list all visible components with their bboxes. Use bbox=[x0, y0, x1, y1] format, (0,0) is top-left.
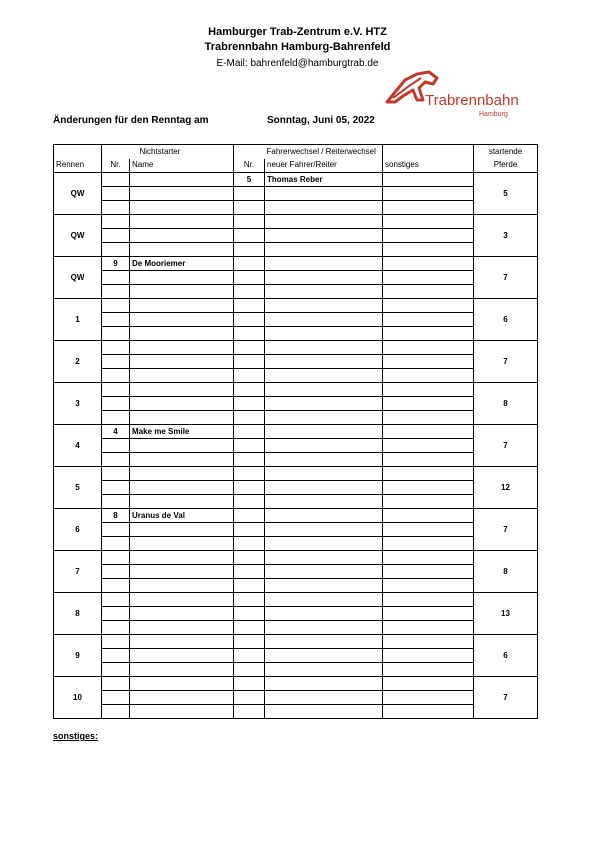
track-name: Trabrennbahn Hamburg-Bahrenfeld bbox=[204, 41, 391, 53]
nichtstarter-name bbox=[130, 593, 234, 607]
race-row bbox=[54, 635, 538, 649]
fahrerwechsel-nr bbox=[234, 663, 265, 677]
nichtstarter-nr bbox=[102, 271, 130, 285]
sonstiges-cell bbox=[383, 271, 474, 285]
race-number: QW bbox=[54, 215, 102, 257]
race-row bbox=[54, 481, 538, 495]
nichtstarter-name bbox=[130, 327, 234, 341]
sonstiges-cell bbox=[383, 369, 474, 383]
fahrerwechsel-nr bbox=[234, 551, 265, 565]
fahrerwechsel-nr bbox=[234, 705, 265, 719]
fahrerwechsel-nr bbox=[234, 215, 265, 229]
nichtstarter-name bbox=[130, 229, 234, 243]
fahrerwechsel-nr bbox=[234, 481, 265, 495]
nichtstarter-name bbox=[130, 383, 234, 397]
race-row bbox=[54, 663, 538, 677]
race-number: 1 bbox=[54, 299, 102, 341]
race-number: 8 bbox=[54, 593, 102, 635]
race-row bbox=[54, 299, 538, 313]
startende-pferde: 7 bbox=[474, 509, 538, 551]
neuer-fahrer bbox=[265, 551, 383, 565]
nichtstarter-nr bbox=[102, 705, 130, 719]
fahrerwechsel-nr bbox=[234, 411, 265, 425]
neuer-fahrer bbox=[265, 187, 383, 201]
nichtstarter-name bbox=[130, 299, 234, 313]
nichtstarter-nr bbox=[102, 635, 130, 649]
nichtstarter-nr bbox=[102, 187, 130, 201]
startende-pferde: 7 bbox=[474, 677, 538, 719]
logo-subtext: Hamburg bbox=[479, 111, 508, 118]
race-number: 6 bbox=[54, 509, 102, 551]
sonstiges-cell bbox=[383, 453, 474, 467]
nichtstarter-name bbox=[130, 187, 234, 201]
sonstiges-cell bbox=[383, 523, 474, 537]
neuer-fahrer bbox=[265, 271, 383, 285]
sonstiges-cell bbox=[383, 313, 474, 327]
nichtstarter-nr: 9 bbox=[102, 257, 130, 271]
table-header-row-1 bbox=[54, 145, 538, 159]
fahrerwechsel-nr bbox=[234, 355, 265, 369]
neuer-fahrer bbox=[265, 537, 383, 551]
fahrerwechsel-nr bbox=[234, 677, 265, 691]
fahrerwechsel-nr bbox=[234, 495, 265, 509]
nichtstarter-nr bbox=[102, 285, 130, 299]
header-fahrer: neuer Fahrer/Reiter bbox=[265, 159, 383, 173]
neuer-fahrer bbox=[265, 201, 383, 215]
fahrerwechsel-nr bbox=[234, 607, 265, 621]
fahrerwechsel-nr bbox=[234, 243, 265, 257]
race-row bbox=[54, 201, 538, 215]
sonstiges-cell bbox=[383, 397, 474, 411]
fahrerwechsel-nr bbox=[234, 509, 265, 523]
sonstiges-cell bbox=[383, 551, 474, 565]
nichtstarter-name bbox=[130, 397, 234, 411]
startende-pferde: 3 bbox=[474, 215, 538, 257]
nichtstarter-nr bbox=[102, 341, 130, 355]
neuer-fahrer bbox=[265, 579, 383, 593]
neuer-fahrer bbox=[265, 453, 383, 467]
nichtstarter-nr bbox=[102, 551, 130, 565]
nichtstarter-name bbox=[130, 285, 234, 299]
nichtstarter-nr bbox=[102, 369, 130, 383]
race-row bbox=[54, 607, 538, 621]
sonstiges-cell bbox=[383, 509, 474, 523]
race-row bbox=[54, 257, 538, 271]
startende-pferde: 5 bbox=[474, 173, 538, 215]
sonstiges-cell bbox=[383, 705, 474, 719]
neuer-fahrer bbox=[265, 327, 383, 341]
startende-pferde: 12 bbox=[474, 467, 538, 509]
email-line: E-Mail: bahrenfeld@hamburgtrab.de bbox=[216, 58, 379, 69]
nichtstarter-nr bbox=[102, 383, 130, 397]
race-row bbox=[54, 383, 538, 397]
fahrerwechsel-nr bbox=[234, 383, 265, 397]
race-row bbox=[54, 705, 538, 719]
fahrerwechsel-nr bbox=[234, 579, 265, 593]
neuer-fahrer bbox=[265, 369, 383, 383]
nichtstarter-name bbox=[130, 439, 234, 453]
neuer-fahrer bbox=[265, 397, 383, 411]
nichtstarter-nr bbox=[102, 313, 130, 327]
race-row bbox=[54, 523, 538, 537]
startende-pferde: 7 bbox=[474, 257, 538, 299]
sonstiges-cell bbox=[383, 481, 474, 495]
nichtstarter-nr bbox=[102, 355, 130, 369]
race-row bbox=[54, 187, 538, 201]
race-number: 5 bbox=[54, 467, 102, 509]
nichtstarter-name bbox=[130, 663, 234, 677]
nichtstarter-name bbox=[130, 649, 234, 663]
startende-pferde: 8 bbox=[474, 383, 538, 425]
sonstiges-cell bbox=[383, 495, 474, 509]
race-row bbox=[54, 369, 538, 383]
race-row bbox=[54, 621, 538, 635]
nichtstarter-nr bbox=[102, 649, 130, 663]
fahrerwechsel-nr bbox=[234, 425, 265, 439]
fahrerwechsel-nr bbox=[234, 341, 265, 355]
neuer-fahrer bbox=[265, 509, 383, 523]
header-startende: startende bbox=[474, 145, 538, 159]
header-nr: Nr. bbox=[102, 159, 130, 173]
sonstiges-cell bbox=[383, 327, 474, 341]
neuer-fahrer bbox=[265, 663, 383, 677]
neuer-fahrer bbox=[265, 467, 383, 481]
nichtstarter-name bbox=[130, 243, 234, 257]
race-number: 4 bbox=[54, 425, 102, 467]
nichtstarter-nr bbox=[102, 495, 130, 509]
header-nr2: Nr. bbox=[234, 159, 265, 173]
neuer-fahrer bbox=[265, 383, 383, 397]
nichtstarter-name bbox=[130, 677, 234, 691]
nichtstarter-nr bbox=[102, 467, 130, 481]
nichtstarter-name bbox=[130, 453, 234, 467]
footer-sonstiges: sonstiges: bbox=[53, 731, 99, 741]
sonstiges-cell bbox=[383, 383, 474, 397]
race-row bbox=[54, 509, 538, 523]
race-row bbox=[54, 453, 538, 467]
nichtstarter-name: De Mooriemer bbox=[130, 257, 234, 271]
startende-pferde: 13 bbox=[474, 593, 538, 635]
header-blank bbox=[54, 145, 102, 159]
nichtstarter-nr bbox=[102, 621, 130, 635]
sonstiges-cell bbox=[383, 677, 474, 691]
header-blank bbox=[102, 145, 130, 159]
nichtstarter-name bbox=[130, 621, 234, 635]
neuer-fahrer bbox=[265, 257, 383, 271]
neuer-fahrer: Thomas Reber bbox=[265, 173, 383, 187]
race-row bbox=[54, 285, 538, 299]
nichtstarter-name bbox=[130, 355, 234, 369]
fahrerwechsel-nr bbox=[234, 229, 265, 243]
startende-pferde: 6 bbox=[474, 299, 538, 341]
fahrerwechsel-nr bbox=[234, 187, 265, 201]
fahrerwechsel-nr bbox=[234, 635, 265, 649]
race-number: QW bbox=[54, 173, 102, 215]
race-number: 9 bbox=[54, 635, 102, 677]
neuer-fahrer bbox=[265, 523, 383, 537]
sonstiges-cell bbox=[383, 201, 474, 215]
race-row bbox=[54, 677, 538, 691]
nichtstarter-nr bbox=[102, 663, 130, 677]
header-fahrerwechsel: Fahrerwechsel / Reiterwechsel bbox=[265, 145, 383, 159]
nichtstarter-name bbox=[130, 565, 234, 579]
neuer-fahrer bbox=[265, 635, 383, 649]
race-row bbox=[54, 551, 538, 565]
nichtstarter-name bbox=[130, 481, 234, 495]
fahrerwechsel-nr bbox=[234, 327, 265, 341]
nichtstarter-name: Make me Smile bbox=[130, 425, 234, 439]
nichtstarter-name bbox=[130, 635, 234, 649]
header-blank bbox=[383, 145, 474, 159]
race-number: 10 bbox=[54, 677, 102, 719]
race-number: 7 bbox=[54, 551, 102, 593]
race-row bbox=[54, 495, 538, 509]
race-row bbox=[54, 341, 538, 355]
nichtstarter-nr bbox=[102, 439, 130, 453]
race-row bbox=[54, 691, 538, 705]
nichtstarter-name bbox=[130, 313, 234, 327]
fahrerwechsel-nr bbox=[234, 271, 265, 285]
neuer-fahrer bbox=[265, 649, 383, 663]
fahrerwechsel-nr bbox=[234, 537, 265, 551]
fahrerwechsel-nr bbox=[234, 691, 265, 705]
race-row bbox=[54, 215, 538, 229]
race-row bbox=[54, 425, 538, 439]
nichtstarter-nr bbox=[102, 523, 130, 537]
neuer-fahrer bbox=[265, 229, 383, 243]
sonstiges-cell bbox=[383, 635, 474, 649]
neuer-fahrer bbox=[265, 495, 383, 509]
neuer-fahrer bbox=[265, 411, 383, 425]
race-row bbox=[54, 467, 538, 481]
neuer-fahrer bbox=[265, 215, 383, 229]
race-row bbox=[54, 327, 538, 341]
sonstiges-cell bbox=[383, 229, 474, 243]
nichtstarter-nr bbox=[102, 677, 130, 691]
neuer-fahrer bbox=[265, 691, 383, 705]
fahrerwechsel-nr bbox=[234, 439, 265, 453]
header-nichtstarter: Nichtstarter bbox=[130, 145, 234, 159]
nichtstarter-nr bbox=[102, 579, 130, 593]
neuer-fahrer bbox=[265, 621, 383, 635]
neuer-fahrer bbox=[265, 299, 383, 313]
fahrerwechsel-nr bbox=[234, 369, 265, 383]
fahrerwechsel-nr bbox=[234, 649, 265, 663]
race-row bbox=[54, 593, 538, 607]
logo-text: Trabrennbahn bbox=[425, 92, 519, 109]
startende-pferde: 7 bbox=[474, 341, 538, 383]
race-number: 3 bbox=[54, 383, 102, 425]
race-row bbox=[54, 579, 538, 593]
neuer-fahrer bbox=[265, 285, 383, 299]
nichtstarter-name bbox=[130, 173, 234, 187]
nichtstarter-name: Uranus de Val bbox=[130, 509, 234, 523]
nichtstarter-nr: 4 bbox=[102, 425, 130, 439]
fahrerwechsel-nr bbox=[234, 523, 265, 537]
sonstiges-cell bbox=[383, 243, 474, 257]
fahrerwechsel-nr bbox=[234, 453, 265, 467]
sonstiges-cell bbox=[383, 663, 474, 677]
nichtstarter-name bbox=[130, 215, 234, 229]
nichtstarter-name bbox=[130, 607, 234, 621]
nichtstarter-nr: 8 bbox=[102, 509, 130, 523]
neuer-fahrer bbox=[265, 705, 383, 719]
nichtstarter-nr bbox=[102, 397, 130, 411]
nichtstarter-nr bbox=[102, 215, 130, 229]
nichtstarter-nr bbox=[102, 229, 130, 243]
nichtstarter-name bbox=[130, 369, 234, 383]
sonstiges-cell bbox=[383, 299, 474, 313]
nichtstarter-nr bbox=[102, 243, 130, 257]
nichtstarter-nr bbox=[102, 453, 130, 467]
nichtstarter-nr bbox=[102, 691, 130, 705]
sonstiges-cell bbox=[383, 649, 474, 663]
nichtstarter-nr bbox=[102, 537, 130, 551]
neuer-fahrer bbox=[265, 243, 383, 257]
org-name: Hamburger Trab-Zentrum e.V. HTZ bbox=[208, 26, 387, 38]
nichtstarter-name bbox=[130, 341, 234, 355]
sonstiges-cell bbox=[383, 621, 474, 635]
nichtstarter-nr bbox=[102, 411, 130, 425]
nichtstarter-name bbox=[130, 691, 234, 705]
race-row bbox=[54, 565, 538, 579]
neuer-fahrer bbox=[265, 593, 383, 607]
neuer-fahrer bbox=[265, 607, 383, 621]
race-row bbox=[54, 271, 538, 285]
nichtstarter-name bbox=[130, 523, 234, 537]
sonstiges-cell bbox=[383, 341, 474, 355]
fahrerwechsel-nr bbox=[234, 467, 265, 481]
neuer-fahrer bbox=[265, 425, 383, 439]
race-row bbox=[54, 229, 538, 243]
sonstiges-cell bbox=[383, 285, 474, 299]
sonstiges-cell bbox=[383, 593, 474, 607]
nichtstarter-nr bbox=[102, 481, 130, 495]
nichtstarter-name bbox=[130, 201, 234, 215]
race-number: QW bbox=[54, 257, 102, 299]
fahrerwechsel-nr: 5 bbox=[234, 173, 265, 187]
nichtstarter-name bbox=[130, 271, 234, 285]
race-row bbox=[54, 649, 538, 663]
sonstiges-cell bbox=[383, 215, 474, 229]
race-date: Sonntag, Juni 05, 2022 bbox=[267, 115, 375, 126]
sonstiges-cell bbox=[383, 691, 474, 705]
sonstiges-cell bbox=[383, 565, 474, 579]
sonstiges-cell bbox=[383, 537, 474, 551]
sonstiges-cell bbox=[383, 173, 474, 187]
sonstiges-cell bbox=[383, 411, 474, 425]
nichtstarter-nr bbox=[102, 593, 130, 607]
nichtstarter-name bbox=[130, 411, 234, 425]
race-row bbox=[54, 397, 538, 411]
nichtstarter-name bbox=[130, 551, 234, 565]
nichtstarter-name bbox=[130, 495, 234, 509]
changes-label: Änderungen für den Renntag am bbox=[53, 115, 209, 126]
fahrerwechsel-nr bbox=[234, 285, 265, 299]
header-rennen: Rennen bbox=[54, 159, 102, 173]
sonstiges-cell bbox=[383, 425, 474, 439]
sonstiges-cell bbox=[383, 187, 474, 201]
nichtstarter-name bbox=[130, 579, 234, 593]
sonstiges-cell bbox=[383, 355, 474, 369]
nichtstarter-nr bbox=[102, 201, 130, 215]
race-row bbox=[54, 173, 538, 187]
fahrerwechsel-nr bbox=[234, 257, 265, 271]
nichtstarter-name bbox=[130, 705, 234, 719]
race-number: 2 bbox=[54, 341, 102, 383]
fahrerwechsel-nr bbox=[234, 299, 265, 313]
neuer-fahrer bbox=[265, 481, 383, 495]
nichtstarter-nr bbox=[102, 173, 130, 187]
header-sonstiges: sonstiges bbox=[383, 159, 474, 173]
header-pferde: Pferde bbox=[474, 159, 538, 173]
nichtstarter-nr bbox=[102, 607, 130, 621]
sonstiges-cell bbox=[383, 579, 474, 593]
race-row bbox=[54, 313, 538, 327]
table-header-row-2 bbox=[54, 159, 538, 173]
race-row bbox=[54, 439, 538, 453]
header-blank bbox=[234, 145, 265, 159]
neuer-fahrer bbox=[265, 439, 383, 453]
nichtstarter-nr bbox=[102, 299, 130, 313]
race-row bbox=[54, 243, 538, 257]
changes-table bbox=[53, 144, 538, 719]
race-row bbox=[54, 411, 538, 425]
neuer-fahrer bbox=[265, 341, 383, 355]
sonstiges-cell bbox=[383, 257, 474, 271]
neuer-fahrer bbox=[265, 313, 383, 327]
fahrerwechsel-nr bbox=[234, 397, 265, 411]
startende-pferde: 7 bbox=[474, 425, 538, 467]
race-row bbox=[54, 537, 538, 551]
trabrennbahn-logo bbox=[383, 66, 533, 124]
sonstiges-cell bbox=[383, 467, 474, 481]
fahrerwechsel-nr bbox=[234, 565, 265, 579]
fahrerwechsel-nr bbox=[234, 201, 265, 215]
startende-pferde: 8 bbox=[474, 551, 538, 593]
sonstiges-cell bbox=[383, 439, 474, 453]
nichtstarter-name bbox=[130, 467, 234, 481]
nichtstarter-nr bbox=[102, 565, 130, 579]
fahrerwechsel-nr bbox=[234, 621, 265, 635]
sonstiges-cell bbox=[383, 607, 474, 621]
neuer-fahrer bbox=[265, 565, 383, 579]
header-name: Name bbox=[130, 159, 234, 173]
race-row bbox=[54, 355, 538, 369]
fahrerwechsel-nr bbox=[234, 593, 265, 607]
fahrerwechsel-nr bbox=[234, 313, 265, 327]
neuer-fahrer bbox=[265, 355, 383, 369]
neuer-fahrer bbox=[265, 677, 383, 691]
startende-pferde: 6 bbox=[474, 635, 538, 677]
nichtstarter-nr bbox=[102, 327, 130, 341]
nichtstarter-name bbox=[130, 537, 234, 551]
